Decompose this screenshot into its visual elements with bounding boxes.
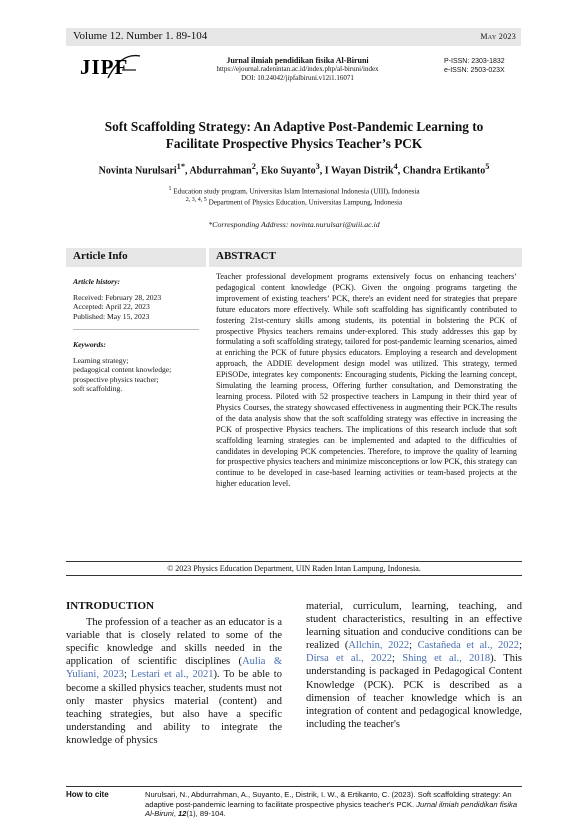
affiliation-sup: 2, 3, 4, 5 bbox=[185, 197, 207, 204]
author-name: Eko Suyanto bbox=[260, 165, 316, 177]
author-name: Abdurrahman bbox=[189, 165, 252, 177]
intro-column-left bbox=[66, 600, 282, 747]
how-to-cite-label: How to cite bbox=[66, 790, 109, 799]
abstract-panel bbox=[209, 248, 522, 490]
keywords-label: Keywords: bbox=[73, 340, 106, 349]
citation-link[interactable]: Aulia & Yuliani, 2023 bbox=[66, 656, 282, 681]
divider bbox=[73, 329, 199, 330]
intro-paragraph: material, curriculum, learning, teaching, and student characteristics, resulting in an effective learning situation and conducive conditions can be realized (Allchin, 2022; Castañeda et al., 2022; Dirsa et al., 2022; Shing et al., 2018). This understanding is packaged in Pedagogical Content Knowledge (PCK). PCK is described as a dimension of teacher knowledge which is an integration of content and pedagogical knowledge, including the teacher's bbox=[306, 601, 522, 730]
author-name: Novinta Nurulsari bbox=[98, 165, 177, 177]
received-date: Received: February 28, 2023 bbox=[73, 292, 162, 302]
keyword: soft scaffolding. bbox=[73, 384, 123, 393]
abstract-text: Teacher professional development programs extensively focus on enhancing teachers’ pedagogical content knowledge (PCK). Given the ongoing programs targeting the improvement of existing teachers’ PCK, there's an evident need for strategies that prepare future educators more effectively. While soft scaffolding has significantly contributed to fostering 21st-century skills among students, its potential in bolstering the PCK of prospective Physics teachers remains under-explored. This study addresses this gap by formulating a soft scaffolding strategy, tailored for post-pandemic learning scenarios, aimed at enriching the PCK of future physics educators. Employing a research and development approach, the ADDIE development design model was utilized. This strategy, termed EPiSODe, integrates key components: Encouraging students, Picking the learning concept, Simulating the learning process, Offering further consultation, and Demonstrating the learning process. Piloted with 52 prospective teachers in Lampung in their third year of Physics Courses, the strategy showcased effectiveness in augmenting their PCK.The results of the data analysis show that the soft scaffolding strategy was effective in increasing the PCK of prospective Physics teachers. The implications of this research include that soft scaffolding learning strategies can be implemented and adapted to the difficulties of candidates in developing PCK competencies. Therefore, to improve the quality of learning for prospective physics teachers and minimize misconceptions or low PCK, this strategy can continue to be developed in case-based learning activities or team-based projects at the higher education level. bbox=[216, 272, 517, 489]
how-to-cite-reference: Nurulsari, N., Abdurrahman, A., Suyanto, E., Distrik, I. W., & Ertikanto, C. (2023). Soft scaffolding strategy: An adaptive post-pandemic learning to facilitate prospective physics teacher's PCK. Jurnal ilmiah pendidikan fisika Al-Biruni, 12(1), 89-104. bbox=[145, 790, 518, 819]
affiliation-line: $^{2, 3, 4, 5}$ Department of Physics Education, Universitas Lampung, Indonesia bbox=[185, 197, 403, 207]
citation-link[interactable]: Castañeda et al., 2022 bbox=[417, 640, 520, 652]
article-info-heading: Article Info bbox=[66, 248, 206, 267]
issn-block bbox=[444, 57, 505, 75]
intro-paragraph: The profession of a teacher as an educator is a variable that is closely related to some of the specific knowledge and skills needed in the application of scientific disciplines (Aulia & Yuliani, 2023; Lestari et al., 2021). To be able to become a skilled physics teacher, students must not only master physics material (content) and teaching strategies, but also have a specific understanding and ability to integrate the knowledge of physics bbox=[66, 617, 282, 746]
affiliation-sup: 1 bbox=[168, 186, 172, 192]
keyword: Learning strategy; bbox=[73, 355, 129, 365]
author-sup: 4 bbox=[393, 162, 398, 171]
journal-doi[interactable]: DOI: 10.24042/jipfalbiruni.v12i1.16071 bbox=[241, 74, 354, 82]
volume-info: Volume 12. Number 1. 89-104 bbox=[73, 30, 208, 42]
corresponding-address: *Corresponding Address: novinta.nurulsari@uiii.ac.id bbox=[208, 220, 380, 229]
copyright-line: © 2023 Physics Education Department, UIN Raden Intan Lampung, Indonesia. bbox=[66, 561, 522, 576]
journal-block bbox=[180, 56, 415, 83]
journal-logo bbox=[78, 50, 144, 82]
keyword: pedagogical content knowledge; bbox=[73, 365, 172, 374]
author-sup: 5 bbox=[485, 162, 490, 171]
author-list: Novinta Nurulsari$^{1*}$, Abdurrahman$^2$, Eko Suyanto$^3$, I Wayan Distrik$^4$, Chandra Ertikanto$^5$ bbox=[98, 162, 490, 177]
paper-title-line-1: Soft Scaffolding Strategy: An Adaptive Post-Pandemic Learning to bbox=[104, 119, 484, 134]
article-info-panel bbox=[66, 248, 206, 394]
affiliation-line: $^1$ Education study program, Universitas Islam Internasional Indonesia (UIII), Indonesia bbox=[168, 186, 420, 196]
author-sup: 2 bbox=[251, 162, 256, 171]
e-issn: e-ISSN: 2503-023X bbox=[444, 67, 505, 74]
affiliations bbox=[66, 185, 522, 208]
keyword: prospective physics teacher; bbox=[73, 374, 159, 384]
author-sup: 1* bbox=[176, 162, 185, 171]
author-sup: 3 bbox=[315, 162, 320, 171]
author-name: Chandra Ertikanto bbox=[402, 165, 486, 177]
logo-text: JIPF bbox=[80, 55, 129, 79]
section-heading: INTRODUCTION bbox=[66, 600, 155, 612]
journal-logo-icon bbox=[78, 50, 144, 82]
author-name: I Wayan Distrik bbox=[324, 165, 394, 177]
journal-name: Jurnal ilmiah pendidikan fisika Al-Biruni bbox=[226, 56, 369, 65]
abstract-heading: ABSTRACT bbox=[209, 248, 522, 267]
published-date: Published: May 15, 2023 bbox=[73, 311, 150, 321]
accepted-date: Accepted: April 22, 2023 bbox=[73, 302, 150, 311]
paper-title bbox=[66, 118, 522, 152]
citation-link[interactable]: Dirsa et al., 2022 bbox=[306, 653, 393, 665]
citation-link[interactable]: Allchin, 2022 bbox=[348, 640, 410, 652]
issue-month: May 2023 bbox=[480, 32, 516, 41]
citation-link[interactable]: Lestari et al., 2021 bbox=[130, 669, 214, 681]
paper-title-line-2: Facilitate Prospective Physics Teacher’s PCK bbox=[165, 136, 423, 151]
citation-link[interactable]: Shing et al., 2018 bbox=[402, 653, 491, 665]
article-history-label: Article history: bbox=[73, 277, 121, 286]
journal-url[interactable]: https://ejournal.radenintan.ac.id/index.php/al-biruni/index bbox=[216, 65, 379, 73]
how-to-cite bbox=[66, 786, 522, 819]
intro-column-right bbox=[306, 600, 522, 731]
p-issn: P-ISSN: 2303-1832 bbox=[444, 58, 505, 65]
